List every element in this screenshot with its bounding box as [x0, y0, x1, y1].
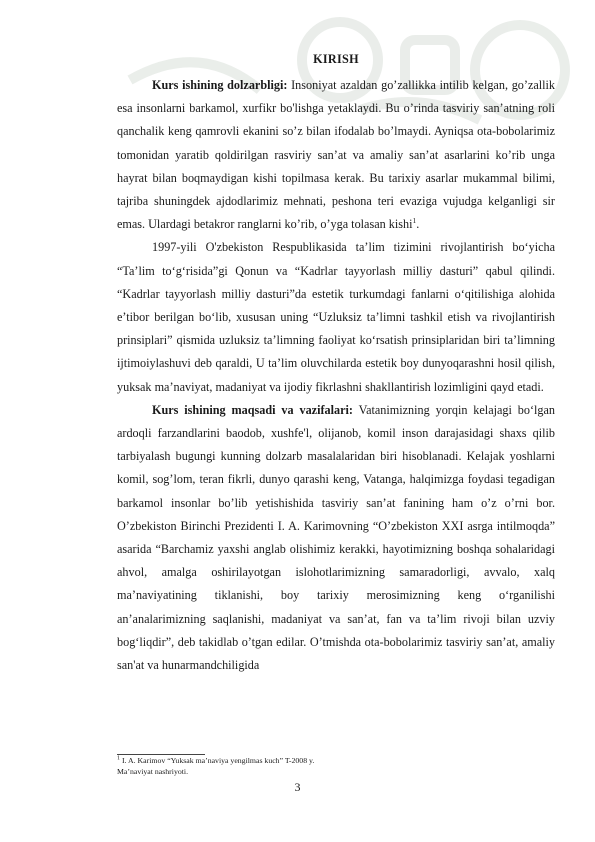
- footnote-text: I. A. Karimov “Yuksak ma’naviya yengilmas kuch” T-2008 y.: [120, 756, 315, 765]
- footnote-marker: 1: [117, 755, 120, 762]
- paragraph-relevance: [117, 74, 555, 236]
- page-number: 3: [294, 780, 301, 794]
- footnote-line: [117, 756, 555, 767]
- paragraph-lead: Kurs ishining maqsadi va vazifalari:: [152, 402, 353, 417]
- footnote-reference[interactable]: 1: [412, 216, 417, 226]
- paragraph-goals: [117, 399, 555, 677]
- footnote: [117, 756, 555, 777]
- document-page: [117, 52, 555, 677]
- paragraph-tail: .: [416, 217, 420, 232]
- paragraph-lead: Kurs ishining dolzarbligi:: [152, 78, 288, 92]
- paragraph-text: Vatanimizning yorqin kelajagi bo‘lgan ardoqli farzandlarini baodob, xushfe'l, olijanob, komil inson darajasidagi shaxs qilib tarbiyalash bugungi kunning dolzarb masalalaridan biri hisoblanadi. Kelajak yoshlarni komil, sog’lom, teran fikrli, dunyo qarashi keng, Vatanga, halqimizga foydasi tegadigan barkamol insonlar bo’lib yetishishida tasviriy san’at fanining ham o’z o’rni bor. O’zbekiston Birinchi Prezidenti I. A. Karimovning “O’zbekiston XXI asrga intilmoqda” asarida “Barchamiz yaxshi anglab olishimiz kerakki, hayotimizning boshqa sohalaridagi ahvol, amalga oshirilayotgan islohotlarimizning samaradorligi, avvalo, xalq ma’naviyatining tiklanishi, boy tarixiy merosimizning keng o‘rganilishi an’analarimizning saqlanishi, madaniyat va san’at, fan va ta’lim rivoji bilan uzviy bog‘liqdir”, deb takidlab o’tgan edilar. O’tmishda ota-bobolarimiz tasviriy san’at, amaliy san'at va hunarmandchiligida: [117, 402, 555, 673]
- paragraph-text: Insoniyat azaldan go’zallikka intilib kelgan, go’zallik esa insonlarni barkamol, xurfikr bo'lishga yetaklaydi. Bu o’rinda tasviriy san’atning roli qanchalik keng qamrovli ekanini so’z bilan ifodalab bo’lmaydi. Ayniqsa ota-bobolarimiz tomonidan yaratib qoldirilgan rasviriy san’at va amaliy san’at asarlarini ko’rib unga hayrat bilan boqmaydigan kishi topilmasa kerak. Bu tarixiy asarlar mukammal bilimi, tajriba shuningdek ajdodlarimiz mehnati, peshona teri evaziga vujudga kelganligi sir emas. Ulardagi betakror ranglarni ko’rib, o’yga tolasan kishi: [117, 78, 556, 232]
- footnote-line: Ma’naviyat nashriyoti.: [117, 766, 189, 776]
- page-title: KIRISH: [313, 52, 359, 66]
- paragraph-text: 1997-yili O'zbekiston Respublikasida ta’lim tizimini rivojlantirish bo‘yicha “Ta’lim to‘g‘risida”gi Qonun va “Kadrlar tayyorlash milliy dasturi” qabul qilindi. “Kadrlar tayyorlash milliy dasturi”da estetik turkumdagi fanlarni o‘qitilishiga alohida e’tibor berilgan bo‘lib, xususan uning “Uzluksiz ta’limni tashkil etish va rivojlantirish prinsiplari” qismida uzluksiz ta’limning faoliyat ko‘rsatish prinsiplaridan biri ta’limning ijtimoiylashuvi deb qaraldi, U ta’lim oluvchilarda estetik boy dunyoqarashni hosil qilish, yuksak ma’naviyat, madaniyat va ijodiy fikrlashni shakllantirish lozimligini qayd etadi.: [117, 240, 555, 394]
- paragraph-law: [117, 236, 555, 398]
- footnote-divider: [117, 754, 205, 755]
